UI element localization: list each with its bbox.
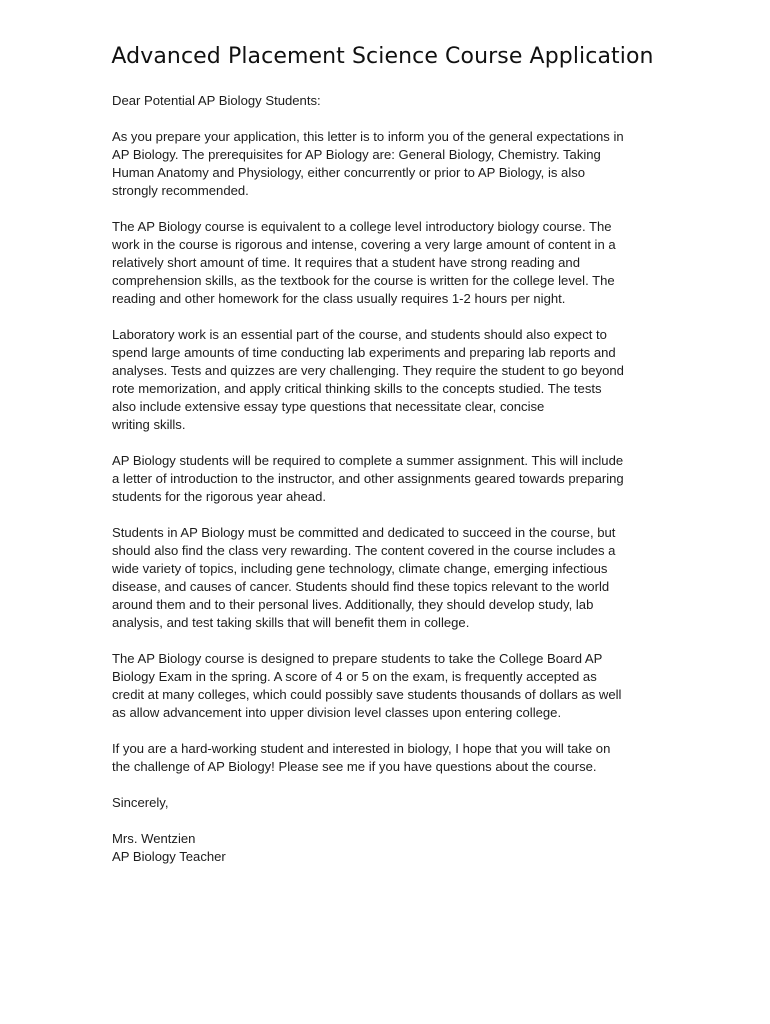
signer-name: Mrs. Wentzien — [112, 831, 196, 846]
signature-block — [112, 830, 672, 866]
document-title: Advanced Placement Science Course Application — [111, 44, 654, 69]
paragraph-laboratory: Laboratory work is an essential part of the course, and students should also expect to spend large amounts of time conducting lab experiments and preparing lab reports and analyses. Tests and quizzes are very challenging. They require the student to go beyond rote memorization, and apply critical thinking skills to the concepts studied. The tests also include extensive essay type questions that necessitate clear, concise writing skills. — [112, 327, 624, 432]
paragraph-commitment: Students in AP Biology must be committed and dedicated to succeed in the course, but should also find the class very rewarding. The content covered in the course includes a wide variety of topics, including gene technology, climate change, emerging infectious disease, and causes of cancer. Students should find these topics relevant to the world around them and to their personal lives. Additionally, they should develop study, lab analysis, and test taking skills that will benefit them in college. — [112, 525, 616, 630]
signer-title: AP Biology Teacher — [112, 849, 226, 864]
paragraph-summer-assignment: AP Biology students will be required to complete a summer assignment. This will include a letter of introduction to the instructor, and other assignments geared towards preparing students for the rigorous year ahead. — [112, 453, 624, 504]
paragraph-ap-exam: The AP Biology course is designed to prepare students to take the College Board AP Biology Exam in the spring. A score of 4 or 5 on the exam, is frequently accepted as credit at many colleges, which could possibly save students thousands of dollars as well as allow advancement into upper division level classes upon entering college. — [112, 651, 622, 720]
salutation: Dear Potential AP Biology Students: — [112, 93, 321, 108]
paragraph-invitation: If you are a hard-working student and interested in biology, I hope that you will take on the challenge of AP Biology! Please see me if you have questions about the course. — [112, 741, 611, 774]
letter-body — [112, 92, 672, 866]
paragraph-prerequisites: As you prepare your application, this letter is to inform you of the general expectations in AP Biology. The prerequisites for AP Biology are: General Biology, Chemistry. Taking Human Anatomy and Physiology, either concurrently or prior to AP Biology, is also strongly recommended. — [112, 129, 624, 198]
paragraph-course-rigor: The AP Biology course is equivalent to a college level introductory biology course. The work in the course is rigorous and intense, covering a very large amount of content in a relatively short amount of time. It requires that a student have strong reading and comprehension skills, as the textbook for the course is written for the college level. The reading and other homework for the class usually requires 1-2 hours per night. — [112, 219, 616, 306]
closing: Sincerely, — [112, 795, 169, 810]
